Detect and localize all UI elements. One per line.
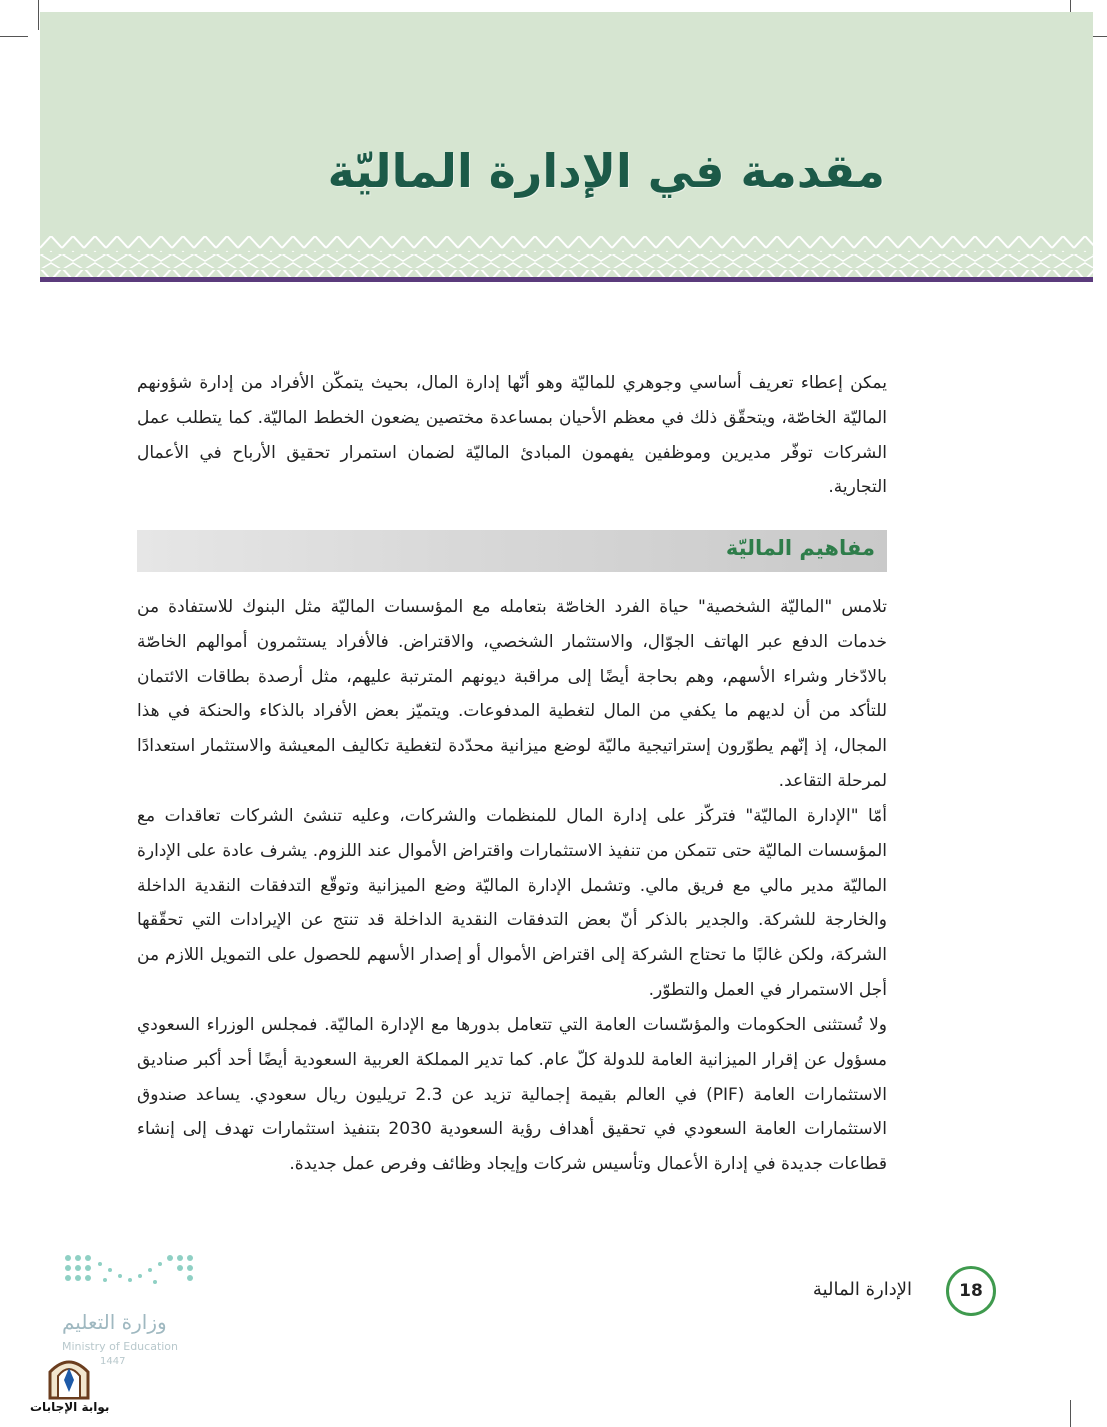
portal-name: بوابة الإجابات [30, 1400, 110, 1414]
section-header [137, 530, 887, 572]
portal-logo-icon [44, 1350, 94, 1400]
header-divider [40, 277, 1093, 282]
section-paragraph: تلامس "الماليّة الشخصية" حياة الفرد الخاصّة بتعامله مع المؤسسات الماليّة مثل البنوك للاستفادة من خدمات الدفع عبر الهاتف الجوّال، والاستثمار الشخصي، والاقتراض. فالأفراد يستثمرون أموالهم الخاصّة بالادّخار وشراء الأسهم، وهم بحاجة أيضًا إلى مراقبة ديونهم المترتبة عليهم، مثل أرصدة بطاقات الائتمان للتأكد من أن لديهم ما يكفي من المال لتغطية المدفوعات. ويتميّز بعض الأفراد بالذكاء والحنكة في هذا المجال، إذ إنّهم يطوّرون إستراتيجية ماليّة لوضع ميزانية محدّدة لتغطية تكاليف المعيشة والاستثمار استعدادًا لمرحلة التقاعد. [137, 597, 887, 791]
section-paragraph: أمّا "الإدارة الماليّة" فتركّز على إدارة المال للمنظمات والشركات، وعليه تنشئ الشركات تعاقدات مع المؤسسات الماليّة حتى تتمكن من تنفيذ الاستثمارات واقتراض الأموال عند اللزوم. يشرف عادة على الإدارة الماليّة مدير مالي مع فريق مالي. وتشمل الإدارة الماليّة وضع الميزانية وتوقّع التدفقات النقدية الداخلة والخارجة للشركة. والجدير بالذكر أنّ بعض التدفقات النقدية الداخلة قد تنتج عن الإيرادات التي تحقّقها الشركة، ولكن غالبًا ما تحتاج الشركة إلى اقتراض الأموال أو إصدار الأسهم للحصول على التمويل اللازم من أجل الاستمرار في العمل والتطوّر. [137, 806, 887, 1000]
chapter-header [40, 12, 1093, 278]
crop-mark [0, 36, 28, 37]
chapter-title: مقدمة في الإدارة الماليّة [327, 144, 885, 198]
ministry-name-arabic: وزارة التعليم [62, 1310, 167, 1334]
book-title: الإدارة المالية [812, 1279, 912, 1300]
crop-mark [1070, 1400, 1071, 1427]
crop-mark [38, 0, 39, 30]
ministry-logo-icon [60, 1250, 200, 1295]
intro-paragraph: يمكن إعطاء تعريف أساسي وجوهري للماليّة وهو أنّها إدارة المال، بحيث يتمكّن الأفراد من إدارة شؤونهم الماليّة الخاصّة، ويتحقّق ذلك في معظم الأحيان بمساعدة مختصين يضعون الخطط الماليّة. كما يتطلب عمل الشركات توفّر مديرين وموظفين يفهمون المبادئ الماليّة لضمان استمرار تحقيق الأرباح في الأعمال التجارية. [137, 373, 887, 498]
ministry-name-english: Ministry of Education [62, 1340, 179, 1353]
section-title: مفاهيم الماليّة [725, 536, 875, 560]
ministry-year: 1447 [100, 1356, 126, 1367]
section-paragraph: ولا تُستثنى الحكومات والمؤسّسات العامة التي تتعامل بدورها مع الإدارة الماليّة. فمجلس الوزراء السعودي مسؤول عن إقرار الميزانية العامة للدولة كلّ عام. كما تدير المملكة العربية السعودية أيضًا أحد أكبر صناديق الاستثمارات العامة (PIF) في العالم بقيمة إجمالية تزيد عن 2.3 تريليون ريال سعودي. يساعد صندوق الاستثمارات العامة السعودي في تحقيق أهداف رؤية السعودية 2030 بتنفيذ استثمارات تهدف إلى إنشاء قطاعات جديدة في إدارة الأعمال وتأسيس شركات وإيجاد وظائف وفرص عمل جديدة. [137, 1015, 887, 1175]
page-number: 18 [946, 1266, 996, 1316]
